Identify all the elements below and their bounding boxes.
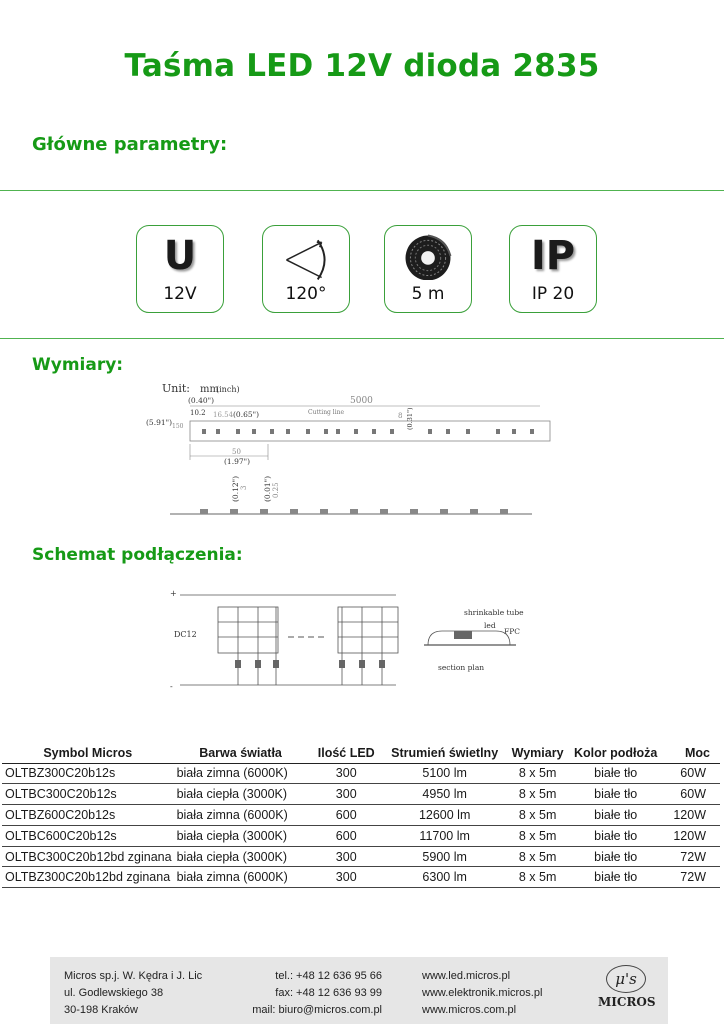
ip-label: IP 20 [531, 284, 575, 304]
cell-led-count: 300 [308, 763, 385, 784]
thickness2-mm-label: 0.25 [272, 482, 280, 498]
unit-inch-label: (inch) [216, 385, 240, 394]
cell-color: biała ciepła (3000K) [174, 825, 308, 846]
cell-flux: 12600 lm [385, 805, 504, 826]
page-title: Taśma LED 12V dioda 2835 [124, 48, 600, 84]
thickness1-mm-label: 3 [240, 485, 248, 490]
section-plan-label: section plan [438, 663, 485, 672]
cell-dimensions: 8 x 5m [504, 846, 570, 867]
length-badge [384, 225, 472, 313]
cell-power: 72W [661, 867, 720, 888]
spec-table [2, 743, 720, 888]
ip-badge [509, 225, 597, 313]
cell-dimensions: 8 x 5m [504, 867, 570, 888]
cell-flux: 5900 lm [385, 846, 504, 867]
height-inch-label: (0.31") [406, 407, 414, 430]
left-inch-label: (5.91") [146, 418, 173, 427]
header-symbol: Symbol Micros [2, 743, 174, 763]
header-dimensions: Wymiary [504, 743, 570, 763]
header-power: Moc [661, 743, 720, 763]
header-color: Barwa światła [174, 743, 308, 763]
unit-mm-label: mm [200, 384, 219, 395]
company-city: 30-198 Kraków [64, 1004, 138, 1016]
cell-led-count: 300 [308, 784, 385, 805]
cell-flux: 5100 lm [385, 763, 504, 784]
cell-substrate: białe tło [571, 784, 661, 805]
angle-icon [263, 232, 349, 280]
source-label: DC12 [174, 630, 197, 639]
cell-power: 60W [661, 763, 720, 784]
divider [0, 190, 724, 191]
segment-mm-label: 50 [232, 448, 241, 456]
logo-script: μ's [606, 965, 646, 993]
thickness1-inch-label: (0.12") [231, 475, 240, 502]
angle-badge [262, 225, 350, 313]
segment-mm-inch-label: (1.97") [224, 457, 251, 466]
cell-color: biała zimna (6000K) [174, 805, 308, 826]
cell-symbol: OLTBZ300C20b12s [2, 763, 174, 784]
cell-flux: 6300 lm [385, 867, 504, 888]
cell-symbol: OLTBZ300C20b12bd zginana [2, 867, 174, 888]
table-row [2, 763, 720, 784]
left-mm-label: 150 [172, 423, 184, 430]
cell-color: biała ciepła (3000K) [174, 846, 308, 867]
cell-substrate: białe tło [571, 805, 661, 826]
cell-substrate: białe tło [571, 825, 661, 846]
table-row [2, 805, 720, 826]
voltage-label: 12V [163, 284, 197, 304]
cell-dimensions: 8 x 5m [504, 825, 570, 846]
cell-led-count: 600 [308, 825, 385, 846]
cell-symbol: OLTBZ600C20b12s [2, 805, 174, 826]
cell-led-count: 300 [308, 867, 385, 888]
cell-led-count: 600 [308, 805, 385, 826]
cell-color: biała zimna (6000K) [174, 867, 308, 888]
plus-label: + [170, 589, 177, 598]
footer-web [422, 968, 542, 1019]
cell-substrate: białe tło [571, 867, 661, 888]
ip-icon: IP [530, 233, 576, 279]
cell-symbol: OLTBC300C20b12s [2, 784, 174, 805]
cell-dimensions: 8 x 5m [504, 784, 570, 805]
section-title-wiring: Schemat podłączenia: [32, 545, 243, 565]
cell-flux: 11700 lm [385, 825, 504, 846]
cell-dimensions: 8 x 5m [504, 763, 570, 784]
web-link-elektronik[interactable]: www.elektronik.micros.pl [422, 987, 543, 999]
micros-logo [598, 965, 654, 1009]
section-title-dimensions: Wymiary: [32, 355, 124, 375]
cell-substrate: białe tło [571, 846, 661, 867]
voltage-badge [136, 225, 224, 313]
fpc-label: FPC [504, 627, 520, 636]
param-icons [0, 225, 724, 315]
cell-flux: 4950 lm [385, 784, 504, 805]
val-16-54: 16.54 [213, 411, 234, 419]
cell-color: biała zimna (6000K) [174, 763, 308, 784]
section-title-main-params: Główne parametry: [32, 134, 228, 155]
unit-label: Unit: [162, 382, 190, 395]
footer-contact [248, 968, 382, 1019]
dimension-drawing [140, 378, 560, 520]
shrinkable-tube-label: shrinkable tube [464, 608, 524, 617]
minus-label: - [170, 682, 173, 691]
cell-substrate: białe tło [571, 763, 661, 784]
table-row [2, 867, 720, 888]
segment-inch-label: (0.65") [233, 410, 260, 419]
reel-icon [385, 232, 471, 280]
height-label: 8 [398, 412, 403, 420]
cell-color: biała ciepła (3000K) [174, 784, 308, 805]
header-led-count: Ilość LED [308, 743, 385, 763]
cell-power: 120W [661, 825, 720, 846]
table-row [2, 784, 720, 805]
pitch-inch-label: (0.40") [188, 396, 215, 405]
cell-dimensions: 8 x 5m [504, 805, 570, 826]
cell-symbol: OLTBC300C20b12bd zginana [2, 846, 174, 867]
cell-symbol: OLTBC600C20b12s [2, 825, 174, 846]
footer-company [64, 968, 202, 1019]
contact-mail[interactable]: mail: biuro@micros.com.pl [252, 1004, 382, 1016]
table-row [2, 825, 720, 846]
cell-power: 60W [661, 784, 720, 805]
cell-power: 72W [661, 846, 720, 867]
voltage-icon: U [163, 233, 197, 279]
val-10-2: 10.2 [190, 409, 206, 417]
web-link-led[interactable]: www.led.micros.pl [422, 970, 511, 982]
contact-fax: fax: +48 12 636 93 99 [275, 987, 382, 999]
length-label: 5 m [411, 284, 445, 304]
table-header-row [2, 743, 720, 763]
header-substrate: Kolor podłoża [571, 743, 661, 763]
company-name: Micros sp.j. W. Kędra i J. Lic [64, 970, 203, 982]
wiring-diagram [166, 585, 566, 695]
cell-power: 120W [661, 805, 720, 826]
cell-led-count: 300 [308, 846, 385, 867]
angle-label: 120° [285, 284, 327, 304]
total-length-label: 5000 [350, 396, 373, 406]
logo-text: MICROS [598, 995, 656, 1009]
footer [50, 957, 668, 1024]
thickness2-inch-label: (0.01") [263, 475, 272, 502]
cutting-line-label: Cutting line [308, 409, 345, 416]
contact-phone: tel.: +48 12 636 95 66 [275, 970, 382, 982]
web-link-micros[interactable]: www.micros.com.pl [422, 1004, 517, 1016]
divider [0, 338, 724, 339]
header-flux: Strumień świetlny [385, 743, 504, 763]
table-row [2, 846, 720, 867]
led-label: led [484, 621, 496, 630]
company-street: ul. Godlewskiego 38 [64, 987, 164, 999]
